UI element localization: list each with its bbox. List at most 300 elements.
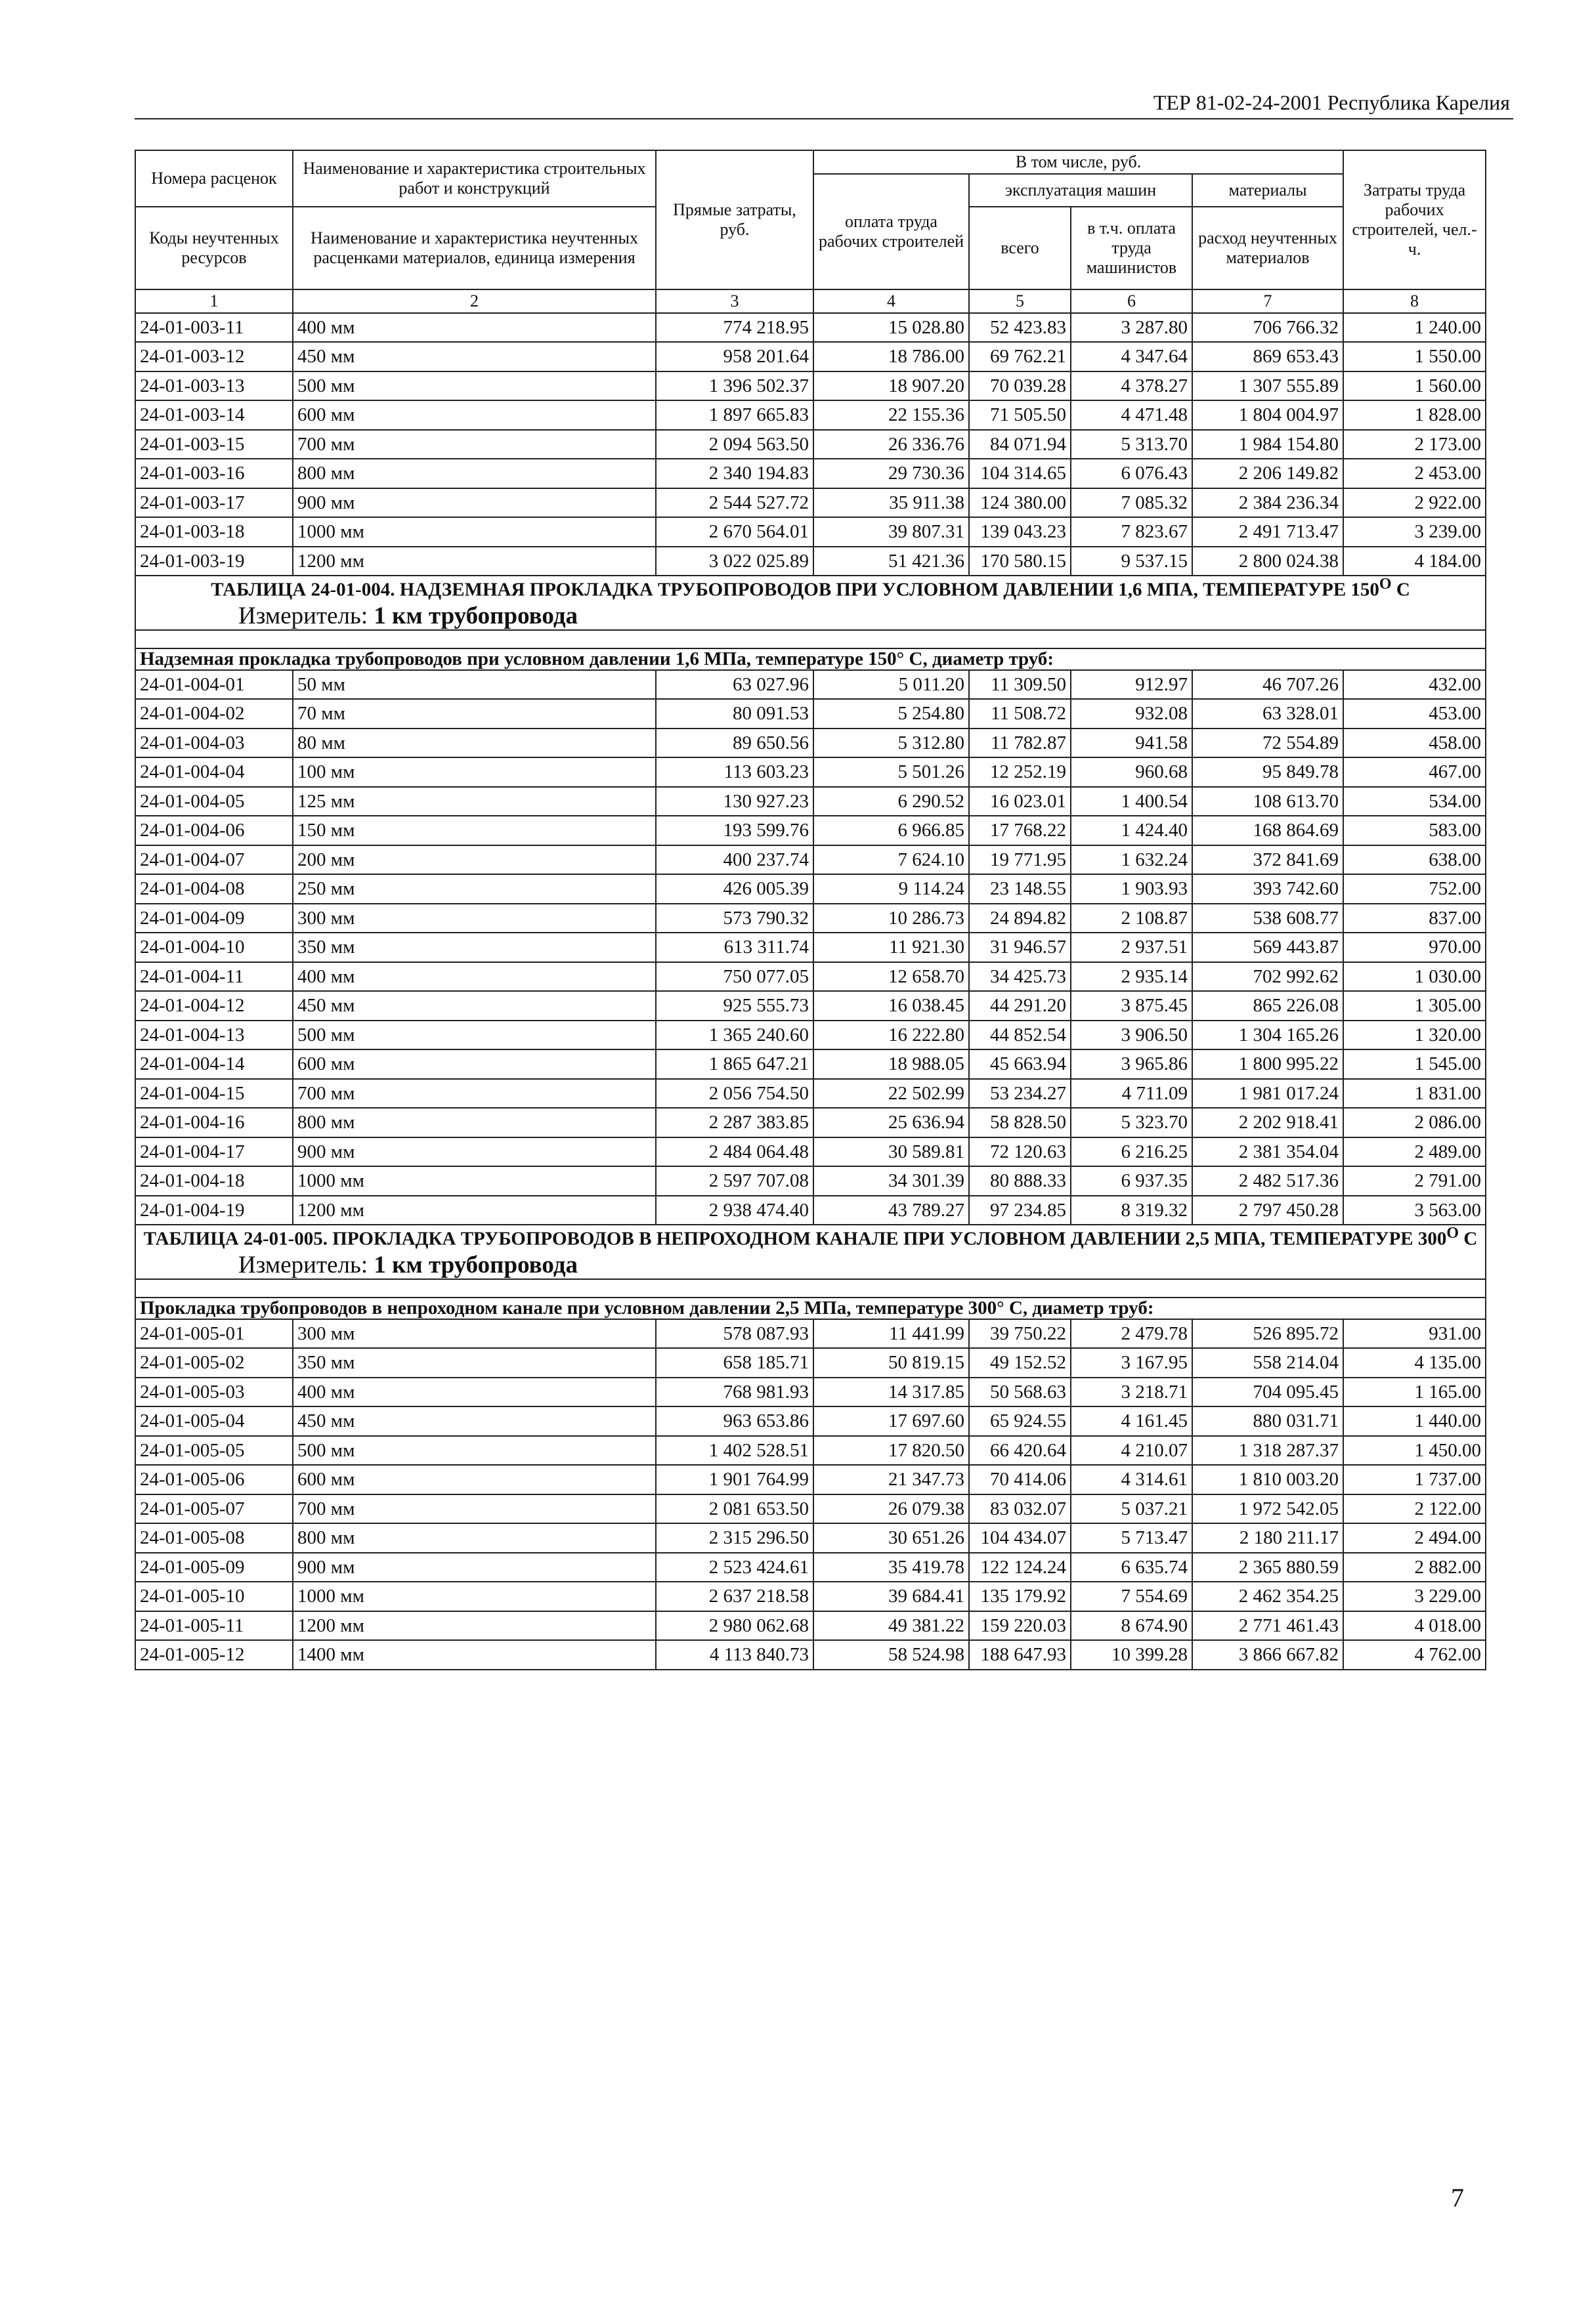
colnum-4: 4 xyxy=(813,289,969,313)
machine-cost: 70 039.28 xyxy=(969,371,1071,401)
header-direct-costs: Прямые затраты, руб. xyxy=(656,150,813,289)
wage-cost: 39 684.41 xyxy=(813,1582,969,1611)
rate-code: 24-01-004-02 xyxy=(135,699,293,729)
header-materials-consumption: расход неучтенных материалов xyxy=(1192,207,1343,289)
direct-costs: 3 022 025.89 xyxy=(656,547,813,576)
wage-cost: 43 789.27 xyxy=(813,1196,969,1225)
wage-cost: 29 730.36 xyxy=(813,459,969,488)
table-row xyxy=(135,1319,1486,1349)
machine-cost: 188 647.93 xyxy=(969,1640,1071,1670)
rate-code: 24-01-003-17 xyxy=(135,488,293,518)
machine-cost: 65 924.55 xyxy=(969,1406,1071,1436)
materials-cost: 1 981 017.24 xyxy=(1192,1079,1343,1109)
table-row xyxy=(135,1166,1486,1196)
wage-cost: 17 820.50 xyxy=(813,1436,969,1466)
materials-cost: 1 307 555.89 xyxy=(1192,371,1343,401)
machine-cost: 16 023.01 xyxy=(969,787,1071,816)
labor-hours: 4 135.00 xyxy=(1343,1348,1486,1378)
machine-cost: 83 032.07 xyxy=(969,1494,1071,1524)
wage-cost: 15 028.80 xyxy=(813,313,969,343)
direct-costs: 2 597 707.08 xyxy=(656,1166,813,1196)
table-row xyxy=(135,371,1486,401)
table-row xyxy=(135,342,1486,371)
rate-code: 24-01-005-01 xyxy=(135,1319,293,1349)
rate-name: 250 мм xyxy=(293,874,656,904)
wage-cost: 9 114.24 xyxy=(813,874,969,904)
rate-code: 24-01-003-12 xyxy=(135,342,293,371)
wage-cost: 30 589.81 xyxy=(813,1137,969,1167)
rate-name: 400 мм xyxy=(293,962,656,992)
rate-name: 600 мм xyxy=(293,1465,656,1494)
rate-name: 70 мм xyxy=(293,699,656,729)
direct-costs: 578 087.93 xyxy=(656,1319,813,1349)
labor-hours: 2 922.00 xyxy=(1343,488,1486,518)
materials-cost: 2 482 517.36 xyxy=(1192,1166,1343,1196)
materials-cost: 108 613.70 xyxy=(1192,787,1343,816)
machine-cost: 139 043.23 xyxy=(969,517,1071,547)
rate-name: 800 мм xyxy=(293,1523,656,1553)
wage-cost: 6 290.52 xyxy=(813,787,969,816)
machinist-wage: 5 323.70 xyxy=(1071,1108,1192,1137)
table-row xyxy=(135,1436,1486,1466)
table-005-measure: Измеритель: 1 км трубопровода xyxy=(238,1252,578,1279)
materials-cost: 704 095.45 xyxy=(1192,1378,1343,1407)
machinist-wage: 3 287.80 xyxy=(1071,313,1192,343)
header-codes: Номера расценок xyxy=(135,150,293,207)
labor-hours: 1 305.00 xyxy=(1343,991,1486,1021)
rate-code: 24-01-005-12 xyxy=(135,1640,293,1670)
materials-cost: 2 797 450.28 xyxy=(1192,1196,1343,1225)
table-row xyxy=(135,991,1486,1021)
table-row xyxy=(135,430,1486,459)
table-row xyxy=(135,1523,1486,1553)
table-row xyxy=(135,1021,1486,1050)
colnum-3: 3 xyxy=(656,289,813,313)
rate-name: 400 мм xyxy=(293,313,656,343)
materials-cost: 865 226.08 xyxy=(1192,991,1343,1021)
rate-code: 24-01-004-09 xyxy=(135,904,293,933)
machinist-wage: 4 347.64 xyxy=(1071,342,1192,371)
labor-hours: 583.00 xyxy=(1343,816,1486,845)
machine-cost: 11 309.50 xyxy=(969,670,1071,700)
materials-cost: 1 804 004.97 xyxy=(1192,400,1343,430)
machinist-wage: 2 935.14 xyxy=(1071,962,1192,992)
header-labor: Затраты труда рабочих строителей, чел.-ч. xyxy=(1343,150,1486,289)
rate-code: 24-01-004-17 xyxy=(135,1137,293,1167)
rate-code: 24-01-004-19 xyxy=(135,1196,293,1225)
materials-cost: 569 443.87 xyxy=(1192,933,1343,962)
header-including: В том числе, руб. xyxy=(813,150,1343,174)
machine-cost: 170 580.15 xyxy=(969,547,1071,576)
rate-code: 24-01-004-18 xyxy=(135,1166,293,1196)
materials-cost: 538 608.77 xyxy=(1192,904,1343,933)
colnum-2: 2 xyxy=(293,289,656,313)
rate-code: 24-01-005-07 xyxy=(135,1494,293,1524)
materials-cost: 2 384 236.34 xyxy=(1192,488,1343,518)
rate-name: 600 мм xyxy=(293,1049,656,1079)
materials-cost: 1 800 995.22 xyxy=(1192,1049,1343,1079)
machine-cost: 11 782.87 xyxy=(969,729,1071,758)
rate-code: 24-01-003-16 xyxy=(135,459,293,488)
machinist-wage: 960.68 xyxy=(1071,757,1192,787)
wage-cost: 51 421.36 xyxy=(813,547,969,576)
materials-cost: 63 328.01 xyxy=(1192,699,1343,729)
table-row xyxy=(135,1049,1486,1079)
wage-cost: 30 651.26 xyxy=(813,1523,969,1553)
colnum-6: 6 xyxy=(1071,289,1192,313)
rate-name: 900 мм xyxy=(293,1553,656,1582)
colnum-1: 1 xyxy=(135,289,293,313)
rate-name: 500 мм xyxy=(293,1021,656,1050)
machine-cost: 49 152.52 xyxy=(969,1348,1071,1378)
table-row xyxy=(135,787,1486,816)
table-005-spacer xyxy=(135,1279,1486,1298)
machinist-wage: 8 674.90 xyxy=(1071,1611,1192,1641)
labor-hours: 2 453.00 xyxy=(1343,459,1486,488)
machine-cost: 135 179.92 xyxy=(969,1582,1071,1611)
rate-name: 700 мм xyxy=(293,1079,656,1109)
table-row xyxy=(135,547,1486,576)
direct-costs: 2 523 424.61 xyxy=(656,1553,813,1582)
machine-cost: 66 420.64 xyxy=(969,1436,1071,1466)
wage-cost: 6 966.85 xyxy=(813,816,969,845)
wage-cost: 18 786.00 xyxy=(813,342,969,371)
rate-code: 24-01-005-03 xyxy=(135,1378,293,1407)
machinist-wage: 6 635.74 xyxy=(1071,1553,1192,1582)
wage-cost: 22 155.36 xyxy=(813,400,969,430)
machinist-wage: 4 471.48 xyxy=(1071,400,1192,430)
machine-cost: 104 314.65 xyxy=(969,459,1071,488)
materials-cost: 702 992.62 xyxy=(1192,962,1343,992)
direct-costs: 750 077.05 xyxy=(656,962,813,992)
materials-cost: 393 742.60 xyxy=(1192,874,1343,904)
machinist-wage: 2 108.87 xyxy=(1071,904,1192,933)
labor-hours: 1 440.00 xyxy=(1343,1406,1486,1436)
machinist-wage: 4 378.27 xyxy=(1071,371,1192,401)
wage-cost: 18 988.05 xyxy=(813,1049,969,1079)
rate-code: 24-01-004-16 xyxy=(135,1108,293,1137)
materials-cost: 2 771 461.43 xyxy=(1192,1611,1343,1641)
machine-cost: 122 124.24 xyxy=(969,1553,1071,1582)
materials-cost: 46 707.26 xyxy=(1192,670,1343,700)
rate-name: 450 мм xyxy=(293,1406,656,1436)
colnum-5: 5 xyxy=(969,289,1071,313)
machinist-wage: 3 875.45 xyxy=(1071,991,1192,1021)
table-row xyxy=(135,729,1486,758)
machinist-wage: 1 632.24 xyxy=(1071,845,1192,875)
wage-cost: 58 524.98 xyxy=(813,1640,969,1670)
table-row xyxy=(135,904,1486,933)
machine-cost: 84 071.94 xyxy=(969,430,1071,459)
rate-code: 24-01-005-06 xyxy=(135,1465,293,1494)
direct-costs: 1 865 647.21 xyxy=(656,1049,813,1079)
machinist-wage: 1 903.93 xyxy=(1071,874,1192,904)
rate-code: 24-01-005-10 xyxy=(135,1582,293,1611)
rate-name: 125 мм xyxy=(293,787,656,816)
table-003-body xyxy=(135,313,1486,576)
labor-hours: 4 184.00 xyxy=(1343,547,1486,576)
rate-code: 24-01-004-06 xyxy=(135,816,293,845)
rate-code: 24-01-004-10 xyxy=(135,933,293,962)
wage-cost: 12 658.70 xyxy=(813,962,969,992)
wage-cost: 21 347.73 xyxy=(813,1465,969,1494)
labor-hours: 534.00 xyxy=(1343,787,1486,816)
wage-cost: 22 502.99 xyxy=(813,1079,969,1109)
direct-costs: 2 484 064.48 xyxy=(656,1137,813,1167)
wage-cost: 34 301.39 xyxy=(813,1166,969,1196)
wage-cost: 14 317.85 xyxy=(813,1378,969,1407)
table-004-title: ТАБЛИЦА 24-01-004. НАДЗЕМНАЯ ПРОКЛАДКА ТРУБОПРОВОДОВ ПРИ УСЛОВНОМ ДАВЛЕНИИ 1,6 МПА, ТЕМПЕРАТУРЕ $150^О$ С Измеритель: 1 км трубопровода xyxy=(135,576,1486,630)
labor-hours: 3 239.00 xyxy=(1343,517,1486,547)
direct-costs: 2 980 062.68 xyxy=(656,1611,813,1641)
labor-hours: 1 240.00 xyxy=(1343,313,1486,343)
colnum-7: 7 xyxy=(1192,289,1343,313)
labor-hours: 4 018.00 xyxy=(1343,1611,1486,1641)
machine-cost: 69 762.21 xyxy=(969,342,1071,371)
machinist-wage: 8 319.32 xyxy=(1071,1196,1192,1225)
rate-name: 800 мм xyxy=(293,459,656,488)
rate-code: 24-01-004-07 xyxy=(135,845,293,875)
header-name: Наименование и характеристика строительных работ и конструкций xyxy=(293,150,656,207)
materials-cost: 558 214.04 xyxy=(1192,1348,1343,1378)
labor-hours: 1 831.00 xyxy=(1343,1079,1486,1109)
table-row xyxy=(135,1137,1486,1167)
table-row xyxy=(135,1348,1486,1378)
header-rule xyxy=(135,118,1513,119)
materials-cost: 1 984 154.80 xyxy=(1192,430,1343,459)
table-005-subtitle: Прокладка трубопроводов в непроходном канале при условном давлении 2,5 МПа, температуре 300° С, диаметр труб: xyxy=(135,1298,1486,1319)
direct-costs: 2 081 653.50 xyxy=(656,1494,813,1524)
wage-cost: 16 222.80 xyxy=(813,1021,969,1050)
machinist-wage: 7 085.32 xyxy=(1071,488,1192,518)
machine-cost: 72 120.63 xyxy=(969,1137,1071,1167)
labor-hours: 1 545.00 xyxy=(1343,1049,1486,1079)
direct-costs: 193 599.76 xyxy=(656,816,813,845)
labor-hours: 837.00 xyxy=(1343,904,1486,933)
table-row xyxy=(135,699,1486,729)
machinist-wage: 3 906.50 xyxy=(1071,1021,1192,1050)
table-row xyxy=(135,962,1486,992)
direct-costs: 63 027.96 xyxy=(656,670,813,700)
direct-costs: 2 637 218.58 xyxy=(656,1582,813,1611)
table-004-measure: Измеритель: 1 км трубопровода xyxy=(238,602,578,630)
header-materials: материалы xyxy=(1192,174,1343,207)
rate-code: 24-01-003-18 xyxy=(135,517,293,547)
rate-name: 500 мм xyxy=(293,371,656,401)
table-005-body xyxy=(135,1319,1486,1670)
table-row xyxy=(135,874,1486,904)
direct-costs: 426 005.39 xyxy=(656,874,813,904)
table-row xyxy=(135,1079,1486,1109)
direct-costs: 2 287 383.85 xyxy=(656,1108,813,1137)
labor-hours: 4 762.00 xyxy=(1343,1640,1486,1670)
materials-cost: 880 031.71 xyxy=(1192,1406,1343,1436)
wage-cost: 35 911.38 xyxy=(813,488,969,518)
materials-cost: 706 766.32 xyxy=(1192,313,1343,343)
machinist-wage: 7 554.69 xyxy=(1071,1582,1192,1611)
rate-name: 1000 мм xyxy=(293,1166,656,1196)
machine-cost: 24 894.82 xyxy=(969,904,1071,933)
rate-code: 24-01-004-03 xyxy=(135,729,293,758)
page-number: 7 xyxy=(1451,2183,1464,2212)
machine-cost: 45 663.94 xyxy=(969,1049,1071,1079)
table-row xyxy=(135,845,1486,875)
wage-cost: 35 419.78 xyxy=(813,1553,969,1582)
table-004-body xyxy=(135,670,1486,1225)
materials-cost: 1 304 165.26 xyxy=(1192,1021,1343,1050)
rate-name: 1200 мм xyxy=(293,1611,656,1641)
labor-hours: 970.00 xyxy=(1343,933,1486,962)
wage-cost: 49 381.22 xyxy=(813,1611,969,1641)
rate-name: 600 мм xyxy=(293,400,656,430)
wage-cost: 18 907.20 xyxy=(813,371,969,401)
wage-cost: 17 697.60 xyxy=(813,1406,969,1436)
table-004-subtitle: Надземная прокладка трубопроводов при условном давлении 1,6 МПа, температуре 150° С, диаметр труб: xyxy=(135,648,1486,669)
direct-costs: 1 396 502.37 xyxy=(656,371,813,401)
machine-cost: 104 434.07 xyxy=(969,1523,1071,1553)
rate-name: 900 мм xyxy=(293,488,656,518)
rate-name: 200 мм xyxy=(293,845,656,875)
rate-name: 450 мм xyxy=(293,342,656,371)
rate-code: 24-01-005-02 xyxy=(135,1348,293,1378)
wage-cost: 50 819.15 xyxy=(813,1348,969,1378)
labor-hours: 1 560.00 xyxy=(1343,371,1486,401)
machinist-wage: 7 823.67 xyxy=(1071,517,1192,547)
machine-cost: 80 888.33 xyxy=(969,1166,1071,1196)
rate-code: 24-01-004-08 xyxy=(135,874,293,904)
labor-hours: 1 828.00 xyxy=(1343,400,1486,430)
direct-costs: 2 938 474.40 xyxy=(656,1196,813,1225)
materials-cost: 2 365 880.59 xyxy=(1192,1553,1343,1582)
table-005-title: ТАБЛИЦА 24-01-005. ПРОКЛАДКА ТРУБОПРОВОДОВ В НЕПРОХОДНОМ КАНАЛЕ ПРИ УСЛОВНОМ ДАВЛЕНИИ 2,5 МПА, ТЕМПЕРАТУРЕ $300^О$ С Измеритель: 1 км трубопровода xyxy=(135,1225,1486,1279)
labor-hours: 1 320.00 xyxy=(1343,1021,1486,1050)
labor-hours: 453.00 xyxy=(1343,699,1486,729)
rate-name: 300 мм xyxy=(293,1319,656,1349)
labor-hours: 1 450.00 xyxy=(1343,1436,1486,1466)
machine-cost: 97 234.85 xyxy=(969,1196,1071,1225)
direct-costs: 573 790.32 xyxy=(656,904,813,933)
machinist-wage: 9 537.15 xyxy=(1071,547,1192,576)
machine-cost: 124 380.00 xyxy=(969,488,1071,518)
table-005-heading xyxy=(135,1225,1486,1319)
labor-hours: 432.00 xyxy=(1343,670,1486,700)
rate-code: 24-01-005-04 xyxy=(135,1406,293,1436)
labor-hours: 2 122.00 xyxy=(1343,1494,1486,1524)
machine-cost: 12 252.19 xyxy=(969,757,1071,787)
machine-cost: 19 771.95 xyxy=(969,845,1071,875)
rate-code: 24-01-004-14 xyxy=(135,1049,293,1079)
rate-name: 700 мм xyxy=(293,1494,656,1524)
machinist-wage: 5 713.47 xyxy=(1071,1523,1192,1553)
materials-cost: 1 810 003.20 xyxy=(1192,1465,1343,1494)
table-row xyxy=(135,1640,1486,1670)
materials-cost: 168 864.69 xyxy=(1192,816,1343,845)
table-row xyxy=(135,1378,1486,1407)
machine-cost: 70 414.06 xyxy=(969,1465,1071,1494)
rate-code: 24-01-004-13 xyxy=(135,1021,293,1050)
direct-costs: 613 311.74 xyxy=(656,933,813,962)
machinist-wage: 3 218.71 xyxy=(1071,1378,1192,1407)
machinist-wage: 4 711.09 xyxy=(1071,1079,1192,1109)
machinist-wage: 1 400.54 xyxy=(1071,787,1192,816)
direct-costs: 658 185.71 xyxy=(656,1348,813,1378)
direct-costs: 1 365 240.60 xyxy=(656,1021,813,1050)
materials-cost: 526 895.72 xyxy=(1192,1319,1343,1349)
direct-costs: 1 901 764.99 xyxy=(656,1465,813,1494)
rate-name: 350 мм xyxy=(293,933,656,962)
direct-costs: 400 237.74 xyxy=(656,845,813,875)
wage-cost: 26 336.76 xyxy=(813,430,969,459)
labor-hours: 3 563.00 xyxy=(1343,1196,1486,1225)
materials-cost: 869 653.43 xyxy=(1192,342,1343,371)
materials-cost: 2 206 149.82 xyxy=(1192,459,1343,488)
header-resource-codes: Коды неучтенных ресурсов xyxy=(135,207,293,289)
direct-costs: 925 555.73 xyxy=(656,991,813,1021)
labor-hours: 1 550.00 xyxy=(1343,342,1486,371)
table-row xyxy=(135,459,1486,488)
wage-cost: 11 441.99 xyxy=(813,1319,969,1349)
table-row xyxy=(135,757,1486,787)
labor-hours: 752.00 xyxy=(1343,874,1486,904)
materials-cost: 3 866 667.82 xyxy=(1192,1640,1343,1670)
table-row xyxy=(135,1196,1486,1225)
header-machine: эксплуатация машин xyxy=(969,174,1192,207)
direct-costs: 2 056 754.50 xyxy=(656,1079,813,1109)
rate-code: 24-01-004-04 xyxy=(135,757,293,787)
table-004-spacer xyxy=(135,630,1486,648)
direct-costs: 2 094 563.50 xyxy=(656,430,813,459)
table-row xyxy=(135,400,1486,430)
materials-cost: 2 381 354.04 xyxy=(1192,1137,1343,1167)
table-row xyxy=(135,1406,1486,1436)
table-row xyxy=(135,488,1486,518)
machinist-wage: 1 424.40 xyxy=(1071,816,1192,845)
machine-cost: 11 508.72 xyxy=(969,699,1071,729)
direct-costs: 2 670 564.01 xyxy=(656,517,813,547)
machinist-wage: 10 399.28 xyxy=(1071,1640,1192,1670)
rate-code: 24-01-003-14 xyxy=(135,400,293,430)
materials-cost: 2 800 024.38 xyxy=(1192,547,1343,576)
rate-code: 24-01-004-12 xyxy=(135,991,293,1021)
rate-code: 24-01-004-05 xyxy=(135,787,293,816)
machine-cost: 31 946.57 xyxy=(969,933,1071,962)
table-row xyxy=(135,933,1486,962)
direct-costs: 80 091.53 xyxy=(656,699,813,729)
materials-cost: 2 180 211.17 xyxy=(1192,1523,1343,1553)
rate-name: 350 мм xyxy=(293,1348,656,1378)
machine-cost: 159 220.03 xyxy=(969,1611,1071,1641)
table-row xyxy=(135,1582,1486,1611)
direct-costs: 958 201.64 xyxy=(656,342,813,371)
table-row xyxy=(135,816,1486,845)
table-row xyxy=(135,1611,1486,1641)
materials-cost: 1 972 542.05 xyxy=(1192,1494,1343,1524)
rate-name: 700 мм xyxy=(293,430,656,459)
table-row xyxy=(135,517,1486,547)
table-row xyxy=(135,1553,1486,1582)
labor-hours: 3 229.00 xyxy=(1343,1582,1486,1611)
direct-costs: 89 650.56 xyxy=(656,729,813,758)
machinist-wage: 6 216.25 xyxy=(1071,1137,1192,1167)
wage-cost: 5 254.80 xyxy=(813,699,969,729)
rate-name: 80 мм xyxy=(293,729,656,758)
rate-code: 24-01-004-11 xyxy=(135,962,293,992)
labor-hours: 2 882.00 xyxy=(1343,1553,1486,1582)
direct-costs: 774 218.95 xyxy=(656,313,813,343)
wage-cost: 39 807.31 xyxy=(813,517,969,547)
rate-code: 24-01-004-01 xyxy=(135,670,293,700)
machinist-wage: 6 937.35 xyxy=(1071,1166,1192,1196)
